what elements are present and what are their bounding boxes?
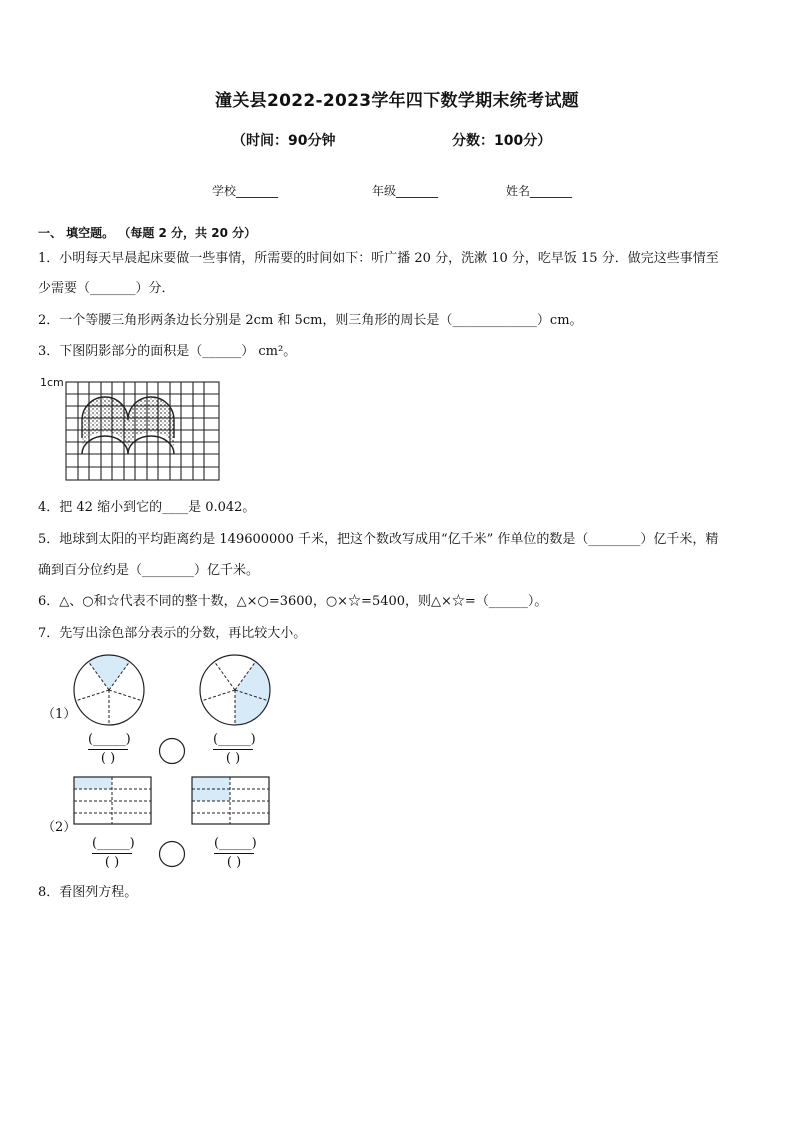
name-field[interactable]: 姓名_______ [506, 184, 573, 198]
pie-divider [214, 662, 235, 690]
compare-circle-1[interactable] [158, 737, 186, 765]
fraction-answer-2a[interactable] [90, 835, 134, 872]
fraction-answer-2b[interactable] [212, 835, 256, 872]
rect-fraction-left [73, 776, 153, 826]
question-5-line-1: 5．地球到太阳的平均距离约是 149600000 千米，把这个数改写成用“亿千米” 作单位的数是（________）亿千米，精 [38, 532, 719, 547]
fraction-denominator: ( ) [226, 855, 242, 870]
fraction-denominator: ( ) [100, 751, 116, 766]
question-1-line-2: 少需要（_______）分． [38, 281, 175, 296]
question-8: 8．看图列方程。 [38, 885, 138, 900]
fraction-numerator: (_____) [88, 731, 128, 750]
fraction-numerator: (_____) [92, 835, 132, 854]
compare-circle-2[interactable] [158, 840, 186, 868]
question-1-line-1: 1．小明每天早晨起床要做一些事情，所需要的时间如下：听广播 20 分，洗漱 10 分，吃早饭 15 分．做完这些事情至 [38, 251, 719, 266]
q7-part-1-label: （1） [42, 707, 77, 722]
exam-time: （时间：90分钟 [232, 133, 336, 149]
fraction-numerator: (_____) [213, 731, 253, 750]
pie-divider [202, 690, 235, 701]
question-6: 6．△、○和☆代表不同的整十数，△×○=3600，○×☆=5400，则△×☆=（______）。 [38, 594, 548, 609]
page-title: 潼关县2022-2023学年四下数学期末统考试题 [215, 91, 579, 111]
q7-part-2-label: （2） [42, 820, 77, 835]
exam-score: 分数：100分） [452, 133, 552, 149]
fraction-answer-1a[interactable] [86, 731, 130, 768]
question-4: 4．把 42 缩小到它的____是 0.042。 [38, 500, 256, 515]
pie-divider [109, 690, 142, 701]
shaded-grid-figure [64, 380, 224, 482]
question-7: 7．先写出涂色部分表示的分数，再比较大小。 [38, 626, 307, 641]
section-heading: 一、 填空题。 （每题 2 分，共 20 分） [38, 226, 257, 240]
fraction-numerator: (_____) [214, 835, 254, 854]
question-2: 2．一个等腰三角形两条边长分别是 2cm 和 5cm，则三角形的周长是（_____________）cm。 [38, 313, 583, 328]
question-3: 3．下图阴影部分的面积是（______） cm²。 [38, 344, 297, 359]
question-5-line-2: 确到百分位约是（________）亿千米。 [38, 563, 260, 578]
fraction-answer-1b[interactable] [211, 731, 255, 768]
rect-fraction-right [191, 776, 271, 826]
circle-fraction-left [72, 653, 146, 727]
fraction-denominator: ( ) [225, 751, 241, 766]
fraction-denominator: ( ) [104, 855, 120, 870]
grid-unit-label: 1cm [40, 376, 64, 389]
circle-fraction-right [198, 653, 272, 727]
school-field[interactable]: 学校_______ [212, 184, 279, 198]
grade-field[interactable]: 年级_______ [372, 184, 439, 198]
pie-divider [76, 690, 109, 701]
